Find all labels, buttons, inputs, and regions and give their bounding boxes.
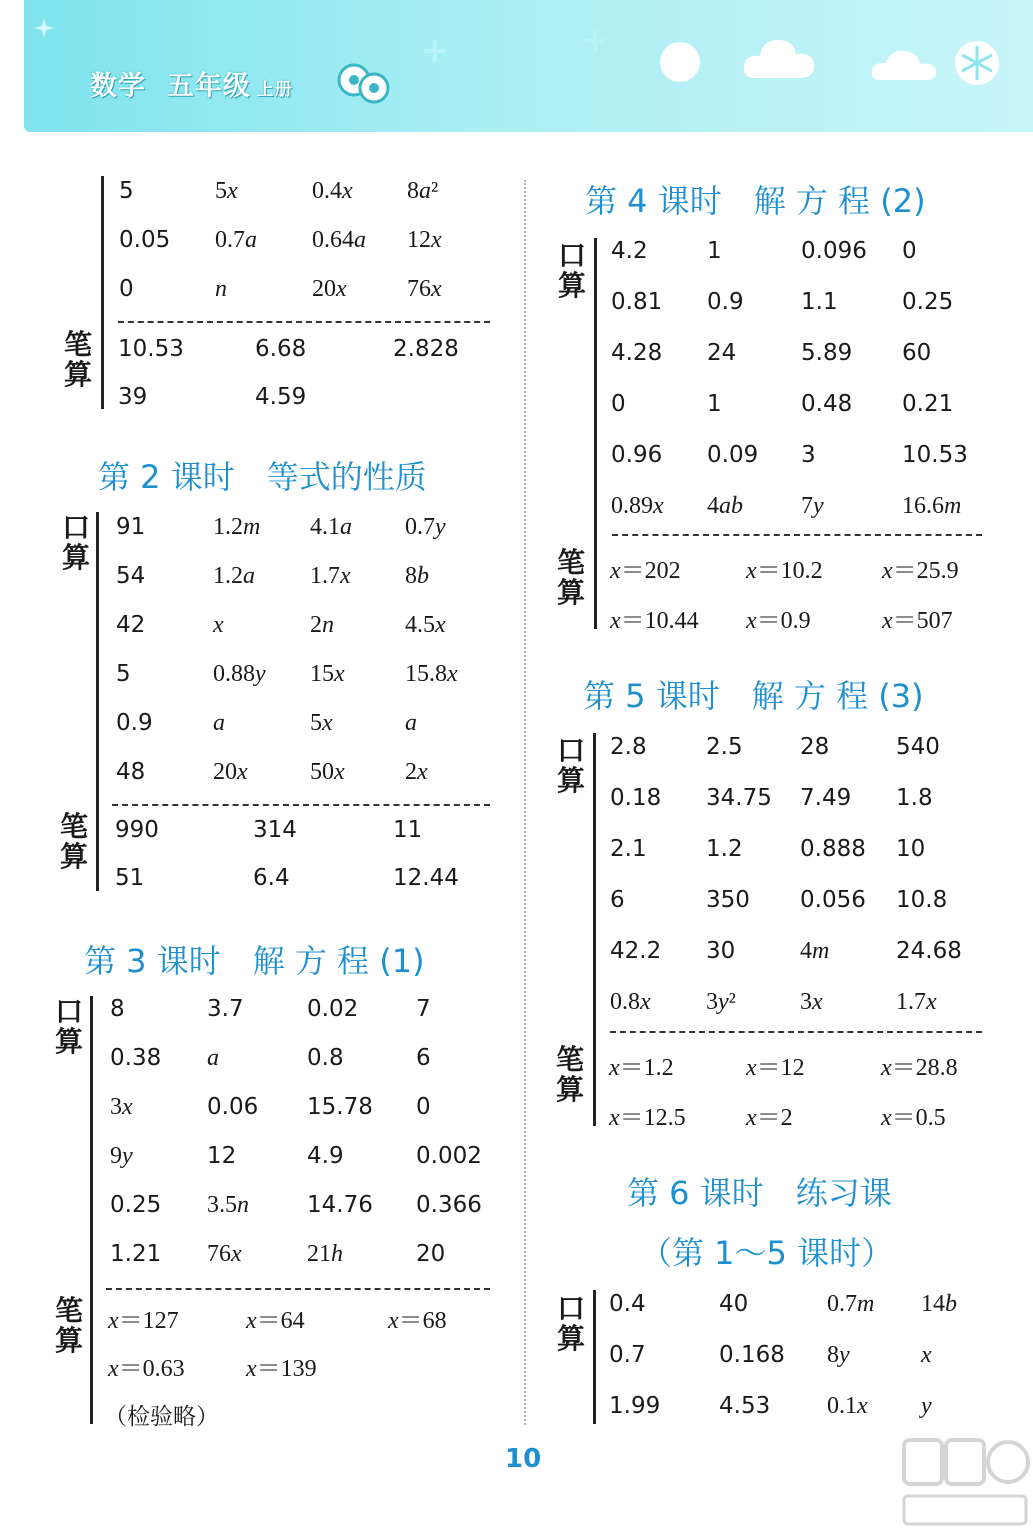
lesson-3-dashline xyxy=(106,1288,490,1290)
top-written-cell: 2.828 xyxy=(393,336,459,362)
lesson2-oral-cell: 15x xyxy=(310,661,345,687)
lesson3-oral-cell: 0.366 xyxy=(416,1192,482,1218)
lesson4-oral-cell: 1.1 xyxy=(801,289,838,315)
top-oral-cell: 0.05 xyxy=(119,227,171,253)
lesson4-written-cell: x＝10.2 xyxy=(746,558,823,584)
lesson2-written-cell: 11 xyxy=(393,817,423,843)
lesson3-oral-cell: 14.76 xyxy=(307,1192,373,1218)
lesson2-oral-cell: 4.5x xyxy=(405,612,446,638)
top-oral-cell: 0.4x xyxy=(312,178,353,204)
written-label: 笔 算 xyxy=(64,328,93,391)
top-oral-cell: 0.7a xyxy=(215,227,257,253)
lesson3-oral-cell: 1.21 xyxy=(110,1241,162,1267)
watermark-logo-icon xyxy=(900,1436,1030,1532)
lesson2-written-cell: 990 xyxy=(115,817,159,843)
lesson2-oral-cell: 2x xyxy=(405,759,428,785)
lesson5-oral-cell: 3x xyxy=(800,989,823,1015)
lesson-5-vline xyxy=(593,733,596,1126)
lesson2-oral-cell: 20x xyxy=(213,759,248,785)
sparkle-icon xyxy=(34,18,54,38)
lesson2-written-cell: 12.44 xyxy=(393,865,459,891)
oral-label: 口 算 xyxy=(55,995,84,1058)
lesson-5-dashline xyxy=(610,1031,982,1033)
written-label: 笔 算 xyxy=(557,546,586,609)
lesson3-oral-cell: 0.38 xyxy=(110,1045,162,1071)
lesson2-written-cell: 314 xyxy=(253,817,297,843)
lesson5-oral-cell: 0.056 xyxy=(800,887,866,913)
lesson6-oral-cell: 0.4 xyxy=(609,1291,646,1317)
lesson-6-title: 第 6 课时 练习课 xyxy=(627,1174,892,1212)
top-oral-cell: 8a² xyxy=(407,178,439,204)
lesson4-oral-cell: 0 xyxy=(611,391,626,417)
lesson6-oral-cell: 0.168 xyxy=(719,1342,785,1368)
lesson-3-title: 第 3 课时 解 方 程 (1) xyxy=(84,942,425,980)
lesson2-oral-cell: 1.7x xyxy=(310,563,351,589)
lesson2-oral-cell: 50x xyxy=(310,759,345,785)
lesson2-oral-cell: 15.8x xyxy=(405,661,458,687)
oral-label: 口 算 xyxy=(558,239,587,302)
lesson5-oral-cell: 30 xyxy=(706,938,736,964)
lesson5-oral-cell: 2.5 xyxy=(706,734,743,760)
lesson5-oral-cell: 0.888 xyxy=(800,836,866,862)
cloud-icon xyxy=(742,34,816,82)
sun-icon xyxy=(658,40,702,84)
lesson2-oral-cell: 54 xyxy=(116,563,146,589)
lesson3-oral-cell: 0.02 xyxy=(307,996,359,1022)
lesson5-oral-cell: 0.18 xyxy=(610,785,662,811)
lesson5-oral-cell: 2.8 xyxy=(610,734,647,760)
logo-icon xyxy=(336,56,392,110)
lesson4-written-cell: x＝0.9 xyxy=(746,608,811,634)
lesson5-written-cell: x＝0.5 xyxy=(881,1105,946,1131)
lesson5-oral-cell: 3y² xyxy=(706,989,736,1015)
lesson5-oral-cell: 10.8 xyxy=(896,887,948,913)
lesson5-written-cell: x＝2 xyxy=(746,1105,793,1131)
lesson5-oral-cell: 0.8x xyxy=(610,989,651,1015)
lesson4-oral-cell: 1 xyxy=(707,391,722,417)
lesson3-oral-cell: a xyxy=(207,1045,219,1071)
lesson4-oral-cell: 1 xyxy=(707,238,722,264)
lesson4-oral-cell: 0.96 xyxy=(611,442,663,468)
lesson-2-vline xyxy=(96,512,99,891)
lesson4-oral-cell: 10.53 xyxy=(902,442,968,468)
page-number: 10 xyxy=(505,1444,542,1474)
banner-title: 数学 五年级 上册 xyxy=(90,71,293,102)
lesson3-oral-cell: 0.002 xyxy=(416,1143,482,1169)
lesson3-oral-cell: 21h xyxy=(307,1241,343,1267)
lesson3-oral-cell: 0.25 xyxy=(110,1192,162,1218)
lesson4-oral-cell: 0.25 xyxy=(902,289,954,315)
lesson5-oral-cell: 10 xyxy=(896,836,926,862)
plus-icon xyxy=(584,30,606,52)
lesson2-oral-cell: 2n xyxy=(310,612,334,638)
lesson4-oral-cell: 60 xyxy=(902,340,932,366)
lesson6-oral-cell: 4.53 xyxy=(719,1393,771,1419)
lesson4-written-cell: x＝507 xyxy=(882,608,953,634)
oral-label: 口 算 xyxy=(62,511,91,574)
lesson2-written-cell: 51 xyxy=(115,865,145,891)
lesson3-oral-cell: 0.06 xyxy=(207,1094,259,1120)
lesson5-oral-cell: 42.2 xyxy=(610,938,662,964)
lesson2-oral-cell: a xyxy=(405,710,417,736)
lesson6-oral-cell: 1.99 xyxy=(609,1393,661,1419)
top-oral-cell: 5x xyxy=(215,178,238,204)
top-oral-cell: 0.64a xyxy=(312,227,366,253)
snowflake-icon xyxy=(954,40,1000,86)
lesson6-oral-cell: y xyxy=(921,1393,932,1419)
lesson3-oral-cell: 3.7 xyxy=(207,996,244,1022)
lesson4-oral-cell: 4ab xyxy=(707,493,743,519)
lesson2-written-cell: 6.4 xyxy=(253,865,290,891)
lesson4-oral-cell: 0.09 xyxy=(707,442,759,468)
lesson2-oral-cell: 4.1a xyxy=(310,514,352,540)
lesson6-oral-cell: 40 xyxy=(719,1291,749,1317)
lesson6-oral-cell: x xyxy=(921,1342,932,1368)
lesson5-written-cell: x＝12 xyxy=(746,1055,805,1081)
lesson5-written-cell: x＝28.8 xyxy=(881,1055,958,1081)
lesson3-written-cell: x＝64 xyxy=(246,1308,305,1334)
lesson5-oral-cell: 350 xyxy=(706,887,750,913)
lesson4-oral-cell: 4.2 xyxy=(611,238,648,264)
lesson-2-dashline xyxy=(112,804,490,806)
lesson-3-note: （检验略） xyxy=(104,1404,219,1430)
lesson-6-subtitle: （第 1～5 课时） xyxy=(640,1234,894,1272)
lesson2-oral-cell: 0.9 xyxy=(116,710,153,736)
lesson2-oral-cell: a xyxy=(213,710,225,736)
top-written-cell: 4.59 xyxy=(255,384,307,410)
lesson5-written-cell: x＝1.2 xyxy=(609,1055,674,1081)
lesson5-oral-cell: 7.49 xyxy=(800,785,852,811)
top-oral-cell: 12x xyxy=(407,227,442,253)
top-oral-cell: 5 xyxy=(119,178,134,204)
lesson-3-vline xyxy=(90,996,93,1424)
lesson4-oral-cell: 0.9 xyxy=(707,289,744,315)
lesson5-oral-cell: 4m xyxy=(800,938,830,964)
top-oral-cell: 0 xyxy=(119,276,134,302)
written-label: 笔 算 xyxy=(60,810,89,873)
top-written-cell: 10.53 xyxy=(118,336,184,362)
lesson5-oral-cell: 1.7x xyxy=(896,989,937,1015)
top-oral-cell: n xyxy=(215,276,227,302)
lesson3-oral-cell: 76x xyxy=(207,1241,242,1267)
lesson3-oral-cell: 8 xyxy=(110,996,125,1022)
lesson2-oral-cell: 1.2a xyxy=(213,563,255,589)
lesson4-oral-cell: 7y xyxy=(801,493,824,519)
lesson3-oral-cell: 3x xyxy=(110,1094,133,1120)
lesson3-written-cell: x＝68 xyxy=(388,1308,447,1334)
lesson4-oral-cell: 0.48 xyxy=(801,391,853,417)
cloud-icon xyxy=(870,48,938,84)
lesson2-oral-cell: 0.7y xyxy=(405,514,446,540)
lesson5-oral-cell: 1.8 xyxy=(896,785,933,811)
header-banner xyxy=(24,0,1033,132)
lesson4-oral-cell: 3 xyxy=(801,442,816,468)
lesson2-oral-cell: 48 xyxy=(116,759,146,785)
lesson6-oral-cell: 14b xyxy=(921,1291,957,1317)
lesson2-oral-cell: 8b xyxy=(405,563,429,589)
lesson-6-vline xyxy=(593,1290,596,1424)
written-label: 笔 算 xyxy=(556,1043,585,1106)
lesson4-oral-cell: 0.81 xyxy=(611,289,663,315)
section-top-dashline xyxy=(118,321,490,323)
lesson2-oral-cell: 1.2m xyxy=(213,514,261,540)
lesson5-oral-cell: 34.75 xyxy=(706,785,772,811)
lesson5-oral-cell: 6 xyxy=(610,887,625,913)
lesson3-oral-cell: 7 xyxy=(416,996,431,1022)
column-divider xyxy=(524,180,526,1425)
lesson2-oral-cell: x xyxy=(213,612,224,638)
lesson-4-dashline xyxy=(612,534,982,536)
lesson3-oral-cell: 0.8 xyxy=(307,1045,344,1071)
lesson3-oral-cell: 15.78 xyxy=(307,1094,373,1120)
lesson6-oral-cell: 8y xyxy=(827,1342,850,1368)
oral-label: 口 算 xyxy=(557,734,586,797)
top-oral-cell: 20x xyxy=(312,276,347,302)
lesson5-oral-cell: 2.1 xyxy=(610,836,647,862)
lesson4-written-cell: x＝10.44 xyxy=(610,608,699,634)
top-written-cell: 39 xyxy=(118,384,148,410)
lesson5-written-cell: x＝12.5 xyxy=(609,1105,686,1131)
lesson4-oral-cell: 4.28 xyxy=(611,340,663,366)
lesson2-oral-cell: 0.88y xyxy=(213,661,266,687)
lesson4-oral-cell: 5.89 xyxy=(801,340,853,366)
lesson3-oral-cell: 0 xyxy=(416,1094,431,1120)
lesson3-written-cell: x＝127 xyxy=(108,1308,179,1334)
lesson4-oral-cell: 0.21 xyxy=(902,391,954,417)
lesson4-written-cell: x＝25.9 xyxy=(882,558,959,584)
lesson4-written-cell: x＝202 xyxy=(610,558,681,584)
top-oral-cell: 76x xyxy=(407,276,442,302)
lesson4-oral-cell: 0.89x xyxy=(611,493,664,519)
lesson2-oral-cell: 91 xyxy=(116,514,146,540)
lesson-5-title: 第 5 课时 解 方 程 (3) xyxy=(583,677,924,715)
lesson5-oral-cell: 28 xyxy=(800,734,830,760)
lesson6-oral-cell: 0.7m xyxy=(827,1291,875,1317)
lesson2-oral-cell: 5x xyxy=(310,710,333,736)
plus-icon xyxy=(424,40,446,62)
lesson4-oral-cell: 0 xyxy=(902,238,917,264)
lesson6-oral-cell: 0.7 xyxy=(609,1342,646,1368)
lesson-4-vline xyxy=(594,238,597,629)
lesson3-oral-cell: 20 xyxy=(416,1241,446,1267)
section-top-vline xyxy=(101,176,104,409)
lesson3-written-cell: x＝139 xyxy=(246,1356,317,1382)
lesson2-oral-cell: 5 xyxy=(116,661,131,687)
lesson-2-title: 第 2 课时 等式的性质 xyxy=(98,458,427,496)
lesson4-oral-cell: 0.096 xyxy=(801,238,867,264)
oral-label: 口 算 xyxy=(557,1292,586,1355)
lesson5-oral-cell: 540 xyxy=(896,734,940,760)
lesson4-oral-cell: 16.6m xyxy=(902,493,962,519)
lesson3-oral-cell: 9y xyxy=(110,1143,133,1169)
lesson3-oral-cell: 12 xyxy=(207,1143,237,1169)
lesson3-written-cell: x＝0.63 xyxy=(108,1356,185,1382)
lesson5-oral-cell: 24.68 xyxy=(896,938,962,964)
lesson6-oral-cell: 0.1x xyxy=(827,1393,868,1419)
lesson3-oral-cell: 4.9 xyxy=(307,1143,344,1169)
lesson5-oral-cell: 1.2 xyxy=(706,836,743,862)
lesson2-oral-cell: 42 xyxy=(116,612,146,638)
lesson-4-title: 第 4 课时 解 方 程 (2) xyxy=(585,182,926,220)
top-written-cell: 6.68 xyxy=(255,336,307,362)
lesson4-oral-cell: 24 xyxy=(707,340,737,366)
lesson3-oral-cell: 6 xyxy=(416,1045,431,1071)
written-label: 笔 算 xyxy=(55,1294,84,1357)
lesson3-oral-cell: 3.5n xyxy=(207,1192,249,1218)
